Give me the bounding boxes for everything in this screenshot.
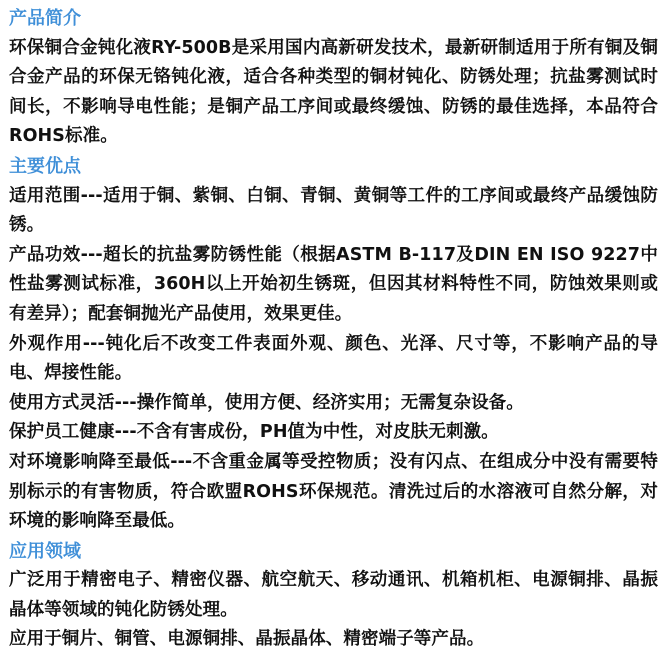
application-fields: 广泛用于精密电子、精密仪器、航空航天、移动通讯、机箱机柜、电源铜排、晶振晶体等领域的钝化防锈处理。 (9, 570, 658, 620)
advantage-scope: 适用范围---适用于铜、紫铜、白铜、青铜、黄铜等工件的工序间或最终产品缓蚀防锈。 (9, 185, 658, 236)
advantage-efficacy: 产品功效---超长的抗盐雾防锈性能（根据ASTM B-117及DIN EN ISO 9227中性盐雾测试标准，360H以上开始初生锈斑，但因其材料特性不同，防蚀效果则或有差异）；配套铜抛光产品使用，效果更佳。 (9, 244, 658, 324)
section-title-advantages: 主要优点 (9, 155, 81, 177)
advantage-usage: 使用方式灵活---操作简单，使用方便、经济实用；无需复杂设备。 (9, 392, 524, 413)
section-title-applications: 应用领域 (9, 540, 81, 562)
section-title-intro: 产品简介 (9, 8, 81, 29)
application-products: 应用于铜片、铜管、电源铜排、晶振晶体、精密端子等产品。 (9, 629, 485, 650)
advantage-appearance: 外观作用---钝化后不改变工件表面外观、颜色、光泽、尺寸等，不影响产品的导电、焊接性能。 (9, 333, 658, 384)
advantage-health: 保护员工健康---不含有害成份，PH值为中性，对皮肤无刺激。 (9, 422, 499, 443)
advantage-environment: 对环境影响降至最低---不含重金属等受控物质；没有闪点、在组成分中没有需要特别标示的有害物质，符合欧盟ROHS环保规范。清洗过后的水溶液可自然分解，对环境的影响降至最低。 (9, 451, 658, 532)
intro-paragraph: 环保铜合金钝化液RY-500B是采用国内高新研发技术，最新研制适用于所有铜及铜合金产品的环保无铬钝化液，适合各种类型的铜材钝化、防锈处理；抗盐雾测试时间长，不影响导电性能；是铜产品工序间或最终缓蚀、防锈的最佳选择，本品符合ROHS标准。 (9, 37, 658, 147)
